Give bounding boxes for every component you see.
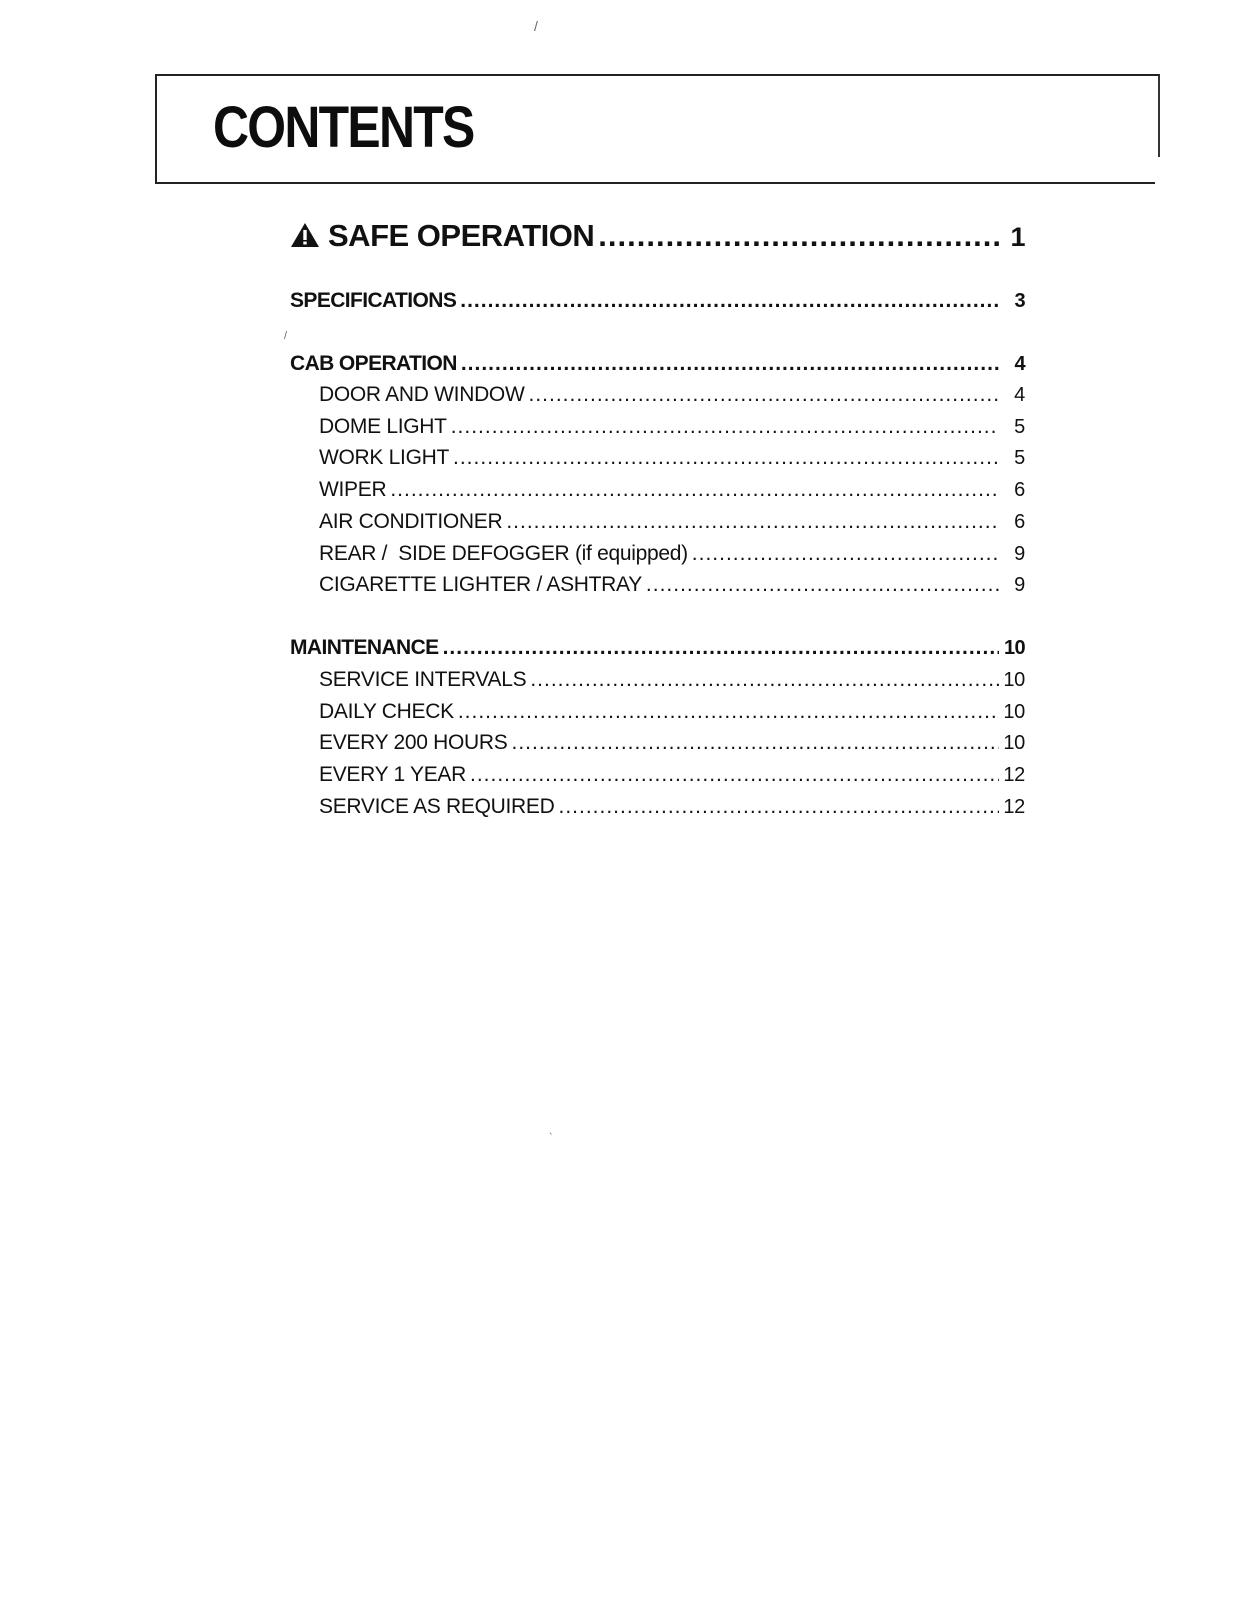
toc-entry-every-1-year[interactable] <box>290 763 1025 787</box>
toc-page-number: 4 <box>1014 384 1025 406</box>
toc-page-number: 6 <box>1014 511 1025 533</box>
leader-dots <box>460 289 999 313</box>
leader-dots <box>506 510 999 534</box>
toc-entry-service-as-required[interactable] <box>290 795 1025 819</box>
toc-label: DAILY CHECK <box>319 700 454 723</box>
contents-header-box <box>155 74 1160 184</box>
toc-label: CIGARETTE LIGHTER / ASHTRAY <box>319 573 642 596</box>
toc-entry-every-200-hours[interactable] <box>290 731 1025 755</box>
toc-label: REAR / SIDE DEFOGGER (if equipped) <box>319 542 688 565</box>
leader-dots <box>470 763 999 787</box>
leader-dots <box>530 668 999 692</box>
toc-label: SERVICE AS REQUIRED <box>319 795 555 818</box>
toc-entry-daily-check[interactable] <box>290 700 1025 724</box>
leader-dots <box>646 573 999 597</box>
toc-entry-service-intervals[interactable] <box>290 668 1025 692</box>
leader-dots <box>458 700 999 724</box>
leader-dots <box>451 415 999 439</box>
toc-entry-door-and-window[interactable] <box>290 383 1025 407</box>
toc-label: CAB OPERATION <box>290 352 457 375</box>
toc-label: SERVICE INTERVALS <box>319 668 527 691</box>
toc-page-number: 12 <box>1003 764 1025 786</box>
leader-dots <box>692 542 999 566</box>
scan-mark: ` <box>549 1132 553 1144</box>
toc-page-number: 9 <box>1014 543 1025 565</box>
toc-page-number: 10 <box>1003 701 1025 723</box>
toc-entry-wiper[interactable] <box>290 478 1025 502</box>
leader-dots <box>453 446 999 470</box>
toc-page-number: 12 <box>1003 796 1025 818</box>
toc-entry-rear-side-defogger[interactable] <box>290 542 1025 566</box>
toc-label: WIPER <box>319 478 387 501</box>
toc-entry-air-conditioner[interactable] <box>290 510 1025 534</box>
toc-page-number: 4 <box>1014 353 1025 375</box>
toc-page-number: 10 <box>1003 669 1025 691</box>
toc-page-number: 5 <box>1014 416 1025 438</box>
toc-label: DOME LIGHT <box>319 415 447 438</box>
toc-entry-dome-light[interactable] <box>290 415 1025 439</box>
toc-entry-cigarette-lighter-ashtray[interactable] <box>290 573 1025 597</box>
toc-label: WORK LIGHT <box>319 446 450 469</box>
leader-dots <box>443 636 999 660</box>
toc-page-number: 5 <box>1014 447 1025 469</box>
leader-dots <box>461 352 999 376</box>
toc-label: SPECIFICATIONS <box>290 289 457 312</box>
toc-label: EVERY 1 YEAR <box>319 763 466 786</box>
toc-label: EVERY 200 HOURS <box>319 731 508 754</box>
leader-dots <box>390 478 999 502</box>
toc-label: AIR CONDITIONER <box>319 510 503 533</box>
toc-entry-specifications[interactable] <box>290 289 1025 313</box>
scan-mark: / <box>534 18 538 34</box>
toc-page-number: 10 <box>1003 637 1025 659</box>
toc-label: SAFE OPERATION <box>328 218 595 253</box>
scan-mark: / <box>284 330 288 342</box>
toc-page-number: 9 <box>1014 574 1025 596</box>
leader-dots <box>511 731 999 755</box>
toc-entry-cab-operation[interactable] <box>290 352 1025 376</box>
toc-label: MAINTENANCE <box>290 636 439 659</box>
leader-dots <box>529 383 1000 407</box>
leader-dots <box>558 795 999 819</box>
toc-label: DOOR AND WINDOW <box>319 383 525 406</box>
toc-page-number: 3 <box>1014 290 1025 312</box>
leader-dots <box>598 218 999 254</box>
toc-entry-work-light[interactable] <box>290 446 1025 470</box>
toc-entry-safe-operation[interactable] <box>290 218 1025 254</box>
warning-triangle-icon <box>290 222 320 248</box>
toc-page-number: 10 <box>1003 732 1025 754</box>
toc-entry-maintenance[interactable] <box>290 636 1025 660</box>
page-title: CONTENTS <box>213 95 474 160</box>
toc-page-number: 6 <box>1014 479 1025 501</box>
toc-page-number: 1 <box>1010 222 1025 252</box>
